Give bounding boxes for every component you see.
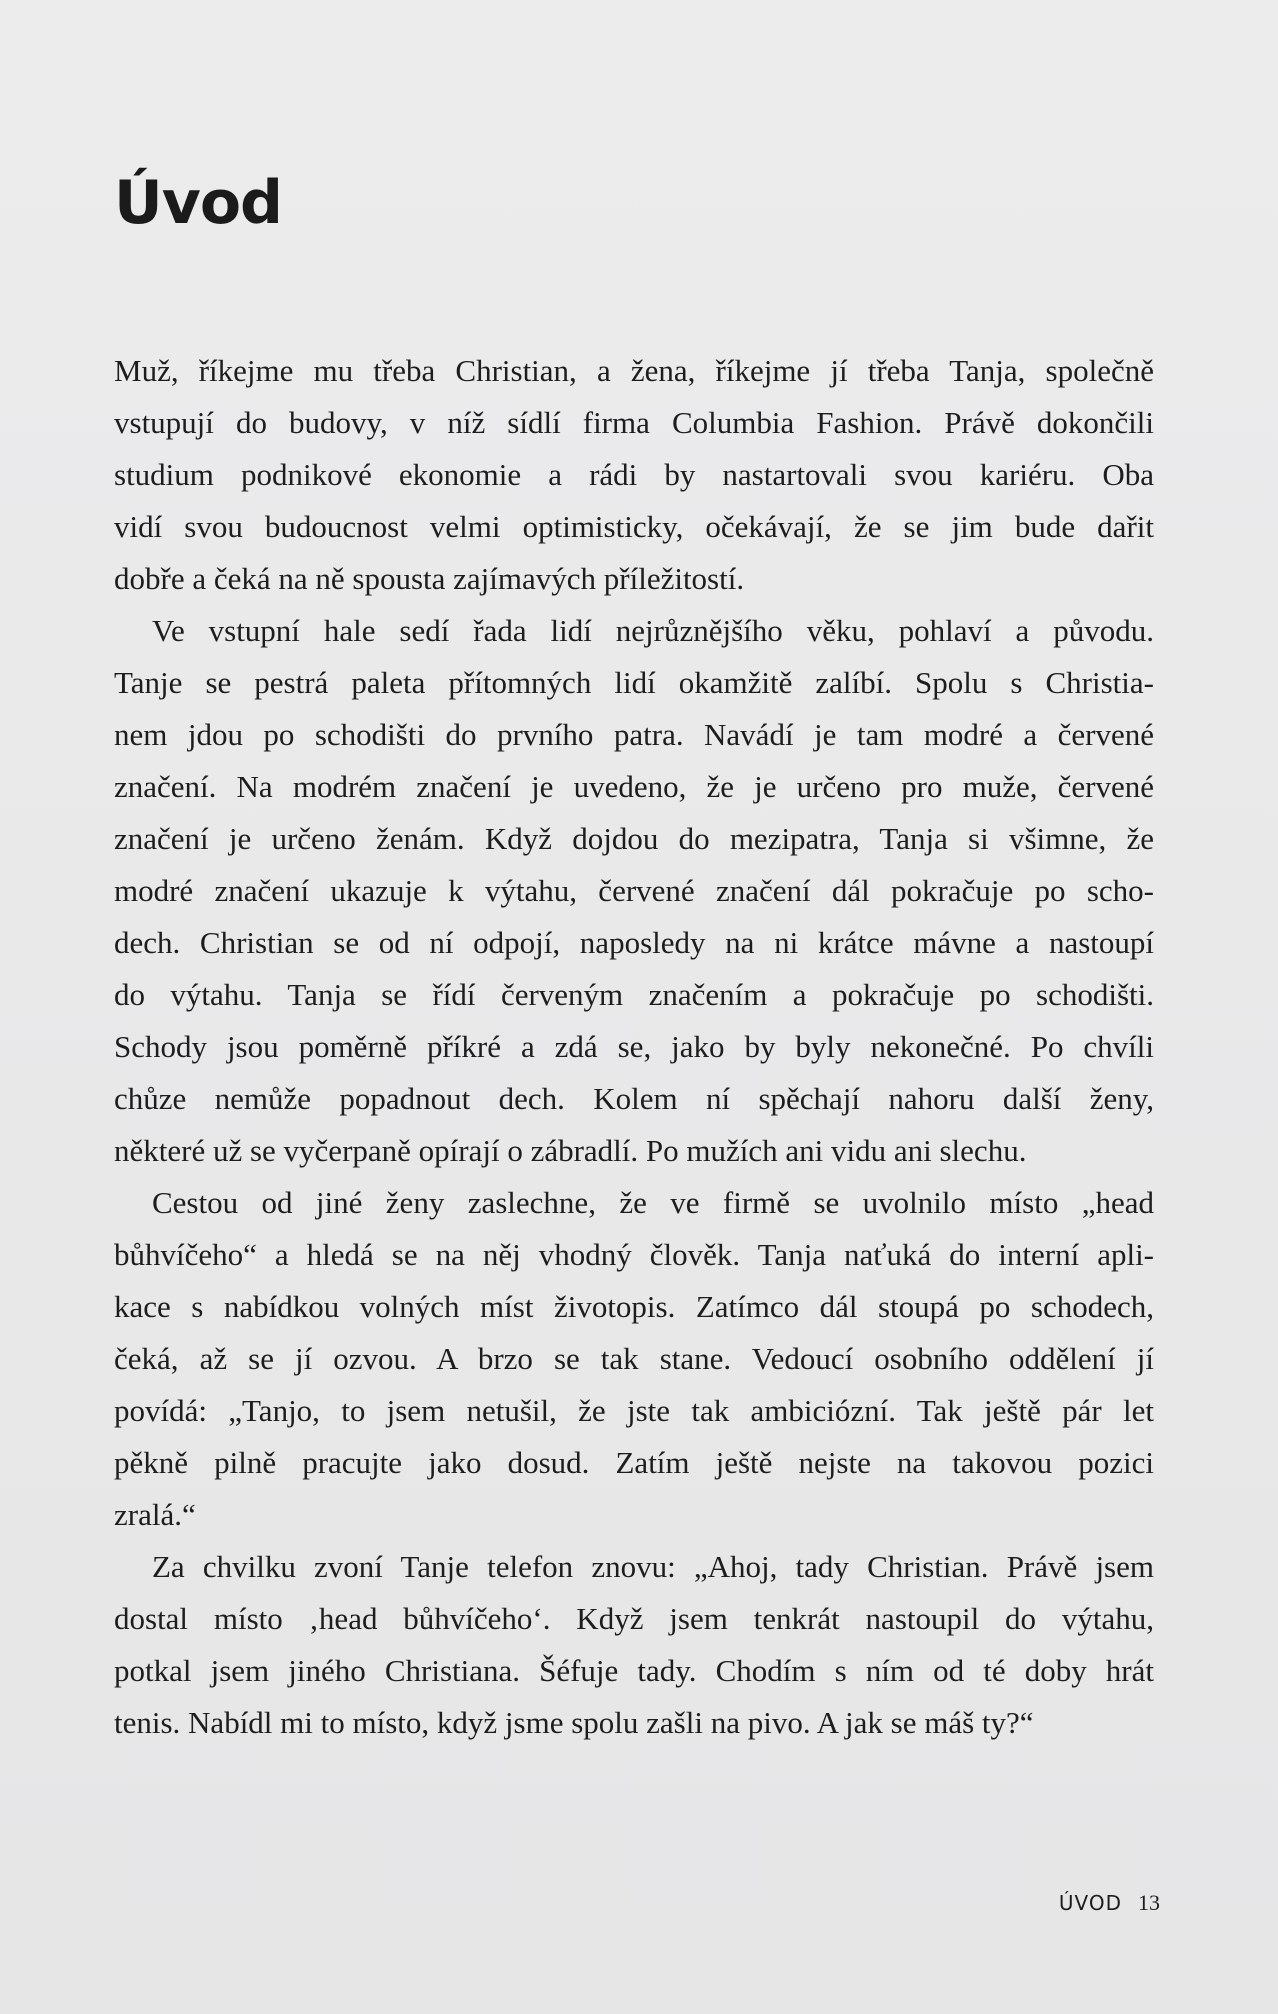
text-line: Ve vstupní hale sedí řada lidí nejrůznějšího věku, pohlaví a původu. — [152, 613, 1154, 648]
text-line: potkal jsem jiného Christiana. Šéfuje tady. Chodím s ním od té doby hrát — [114, 1653, 1154, 1688]
paragraph-4 — [114, 1541, 1154, 1749]
text-line: značení. Na modrém značení je uvedeno, že je určeno pro muže, červené — [114, 769, 1154, 804]
text-line: do výtahu. Tanja se řídí červeným značením a pokračuje po schodišti. — [114, 977, 1154, 1012]
paragraph-1 — [114, 345, 1154, 605]
text-line: bůhvíčeho“ a hledá se na něj vhodný člověk. Tanja naťuká do interní apli- — [114, 1237, 1154, 1272]
paragraph-3 — [114, 1177, 1154, 1541]
text-line: zralá.“ — [114, 1497, 196, 1532]
text-line: pěkně pilně pracujte jako dosud. Zatím ještě nejste na takovou pozici — [114, 1445, 1154, 1480]
running-footer — [1030, 1885, 1160, 1921]
text-line: kace s nabídkou volných míst životopis. Zatímco dál stoupá po schodech, — [114, 1289, 1154, 1324]
text-line: některé už se vyčerpaně opírají o zábradlí. Po mužích ani vidu ani slechu. — [114, 1133, 1027, 1168]
text-line: vidí svou budoucnost velmi optimisticky, očekávají, že se jim bude dařit — [114, 509, 1154, 544]
text-line: modré značení ukazuje k výtahu, červené značení dál pokračuje po scho- — [114, 873, 1154, 908]
chapter-title: Úvod — [114, 168, 283, 238]
text-line: značení je určeno ženám. Když dojdou do mezipatra, Tanja si všimne, že — [114, 821, 1154, 856]
text-line: Muž, říkejme mu třeba Christian, a žena, říkejme jí třeba Tanja, společně — [114, 353, 1154, 388]
text-line: chůze nemůže popadnout dech. Kolem ní spěchají nahoru další ženy, — [114, 1081, 1154, 1116]
text-line: povídá: „Tanjo, to jsem netušil, že jste tak ambiciózní. Tak ještě pár let — [114, 1393, 1154, 1428]
text-line: Za chvilku zvoní Tanje telefon znovu: „Ahoj, tady Christian. Právě jsem — [152, 1549, 1154, 1584]
text-line: dech. Christian se od ní odpojí, naposledy na ni krátce mávne a nastoupí — [114, 925, 1154, 960]
text-line: Cestou od jiné ženy zaslechne, že ve firmě se uvolnilo místo „head — [152, 1185, 1154, 1220]
page-number: 13 — [1138, 1890, 1160, 1915]
text-line: tenis. Nabídl mi to místo, když jsme spolu zašli na pivo. A jak se máš ty?“ — [114, 1705, 1034, 1740]
text-line: dostal místo ‚head bůhvíčeho‘. Když jsem tenkrát nastoupil do výtahu, — [114, 1601, 1154, 1636]
body-text — [114, 345, 1154, 1749]
text-line: vstupují do budovy, v níž sídlí firma Columbia Fashion. Právě dokončili — [114, 405, 1154, 440]
text-line: nem jdou po schodišti do prvního patra. Navádí je tam modré a červené — [114, 717, 1154, 752]
text-line: Schody jsou poměrně příkré a zdá se, jako by byly nekonečné. Po chvíli — [114, 1029, 1154, 1064]
text-line: Tanje se pestrá paleta přítomných lidí okamžitě zalíbí. Spolu s Christia- — [114, 665, 1154, 700]
text-line: studium podnikové ekonomie a rádi by nastartovali svou kariéru. Oba — [114, 457, 1154, 492]
text-line: čeká, až se jí ozvou. A brzo se tak stane. Vedoucí osobního oddělení jí — [114, 1341, 1154, 1376]
text-line: dobře a čeká na ně spousta zajímavých příležitostí. — [114, 561, 745, 596]
running-head: ÚVOD — [1058, 1891, 1122, 1915]
paragraph-2 — [114, 605, 1154, 1177]
